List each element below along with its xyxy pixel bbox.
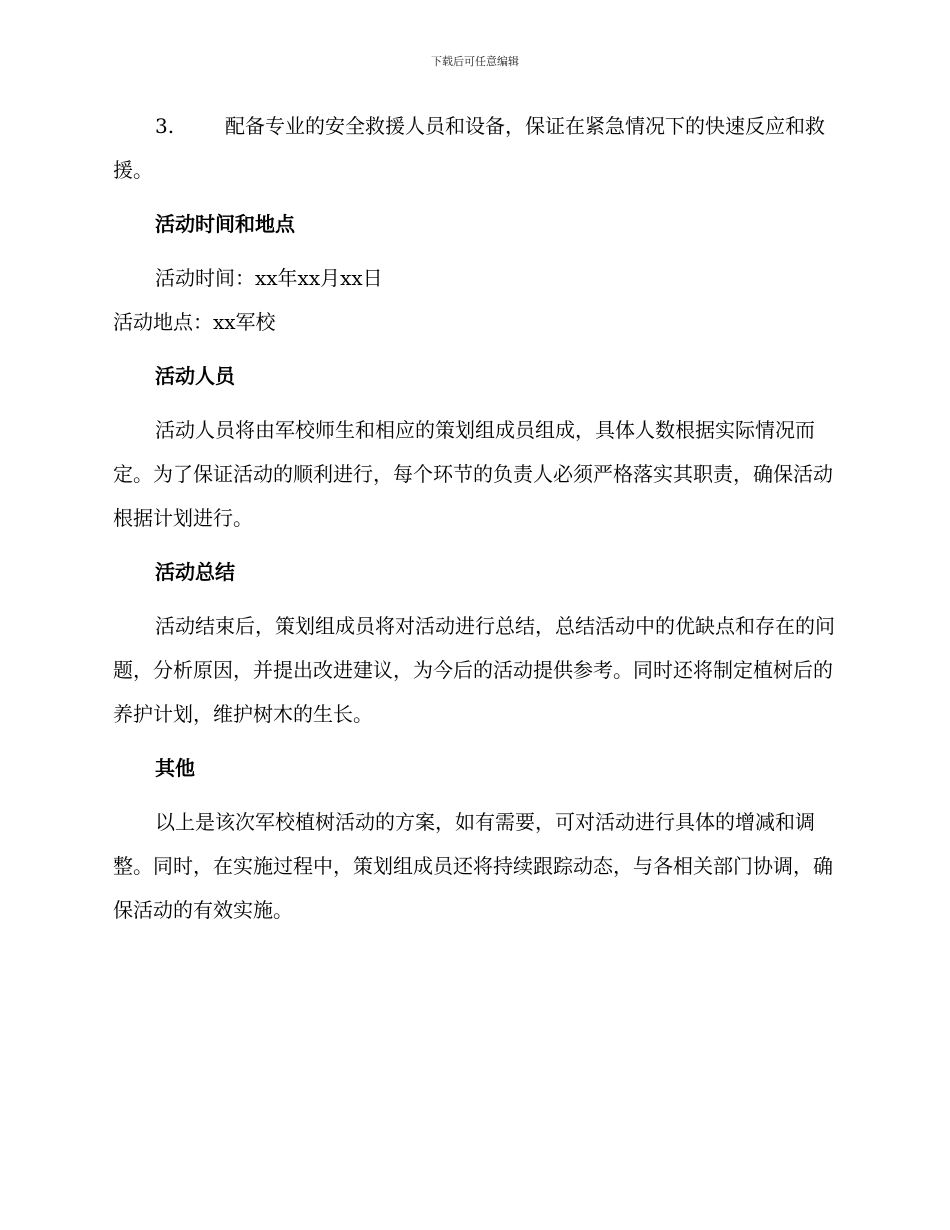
numbered-item-3 [113,104,838,192]
summary-paragraph: 活动结束后，策划组成员将对活动进行总结，总结活动中的优缺点和存在的问题，分析原因，并提出改进建议，为今后的活动提供参考。同时还将制定植树后的养护计划，维护树木的生长。 [113,614,835,726]
activity-place: 活动地点：xx军校 [113,310,276,334]
heading-other: 其他 [155,756,195,780]
heading-summary: 活动总结 [155,560,235,584]
personnel-paragraph: 活动人员将由军校师生和相应的策划组成员组成，具体人数根据实际情况而定。为了保证活动的顺利进行，每个环节的负责人必须严格落实其职责，确保活动根据计划进行。 [113,418,833,530]
document-body [113,104,838,932]
page-header: 下载后可任意编辑 [431,55,519,68]
heading-personnel: 活动人员 [155,364,235,388]
other-paragraph: 以上是该次军校植树活动的方案，如有需要，可对活动进行具体的增减和调整。同时，在实施过程中，策划组成员还将持续跟踪动态，与各相关部门协调，确保活动的有效实施。 [113,810,833,922]
item-text: 配备专业的安全救援人员和设备，保证在紧急情况下的快速反应和救援。 [113,114,825,182]
heading-time-place: 活动时间和地点 [155,212,295,236]
activity-time: 活动时间：xx年xx月xx日 [155,266,383,290]
item-number: 3. [155,114,175,138]
